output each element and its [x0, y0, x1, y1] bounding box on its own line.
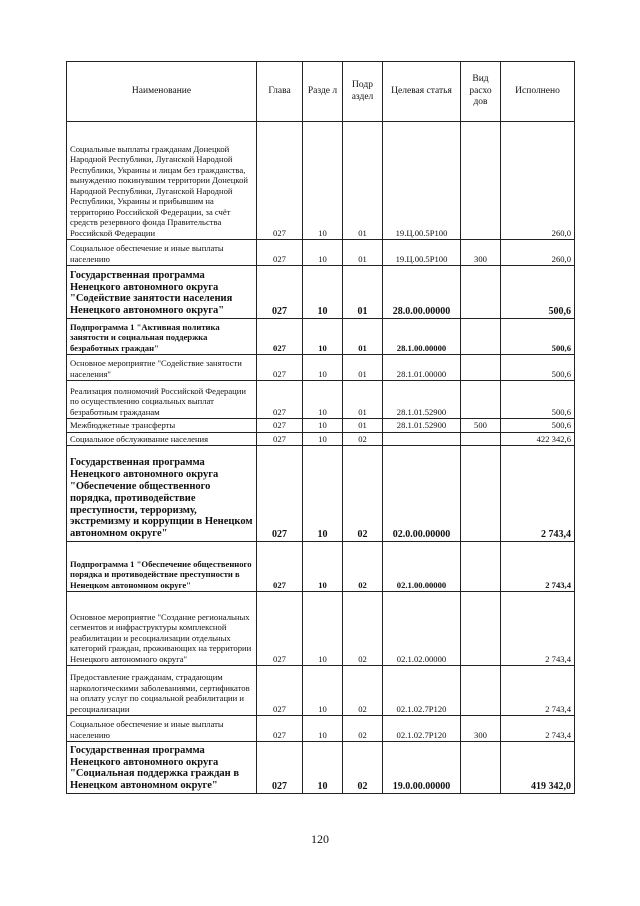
- row-subsection: 01: [343, 355, 383, 381]
- row-amount: 260,0: [501, 122, 575, 240]
- row-subsection: 01: [343, 240, 383, 266]
- table-row: [67, 240, 575, 266]
- row-chapter: 027: [257, 542, 303, 592]
- row-chapter: 027: [257, 592, 303, 666]
- row-target: 02.1.02.7Р120: [383, 716, 461, 742]
- row-section: 10: [303, 419, 343, 433]
- row-type: [461, 666, 501, 716]
- table-row: [67, 742, 575, 794]
- row-target: 28.0.00.00000: [383, 266, 461, 319]
- row-name: Предоставление гражданам, страдающим наркологическими заболеваниями, сертификатов на оплату услуг по социальной реабилитации и ресоциализации: [67, 666, 257, 716]
- table-row: [67, 666, 575, 716]
- row-type: [461, 542, 501, 592]
- header-type: Вид расхо дов: [461, 62, 501, 122]
- row-target: 19.Ц.00.5Р100: [383, 122, 461, 240]
- row-section: 10: [303, 319, 343, 355]
- row-subsection: 01: [343, 319, 383, 355]
- row-target: 19.0.00.00000: [383, 742, 461, 794]
- row-name: Реализация полномочий Российской Федерации по осуществлению социальных выплат безработным гражданам: [67, 381, 257, 419]
- row-type: [461, 432, 501, 446]
- row-target: 02.1.02.7Р120: [383, 666, 461, 716]
- row-type: [461, 381, 501, 419]
- row-target: 02.1.02.00000: [383, 592, 461, 666]
- header-subsection: Подр аздел: [343, 62, 383, 122]
- row-type: [461, 122, 501, 240]
- row-amount: 260,0: [501, 240, 575, 266]
- row-chapter: 027: [257, 240, 303, 266]
- row-target: [383, 432, 461, 446]
- row-name: Социальное обслуживание населения: [67, 432, 257, 446]
- row-subsection: 02: [343, 716, 383, 742]
- row-type: [461, 319, 501, 355]
- row-amount: 500,6: [501, 381, 575, 419]
- row-section: 10: [303, 432, 343, 446]
- row-amount: 422 342,6: [501, 432, 575, 446]
- row-section: 10: [303, 742, 343, 794]
- row-name: Основное мероприятие "Создание региональных сегментов и инфраструктуры комплексной реабилитации и ресоциализации отдельных категорий граждан, проживающих на территории Ненецкого автономного округа": [67, 592, 257, 666]
- row-name: Подпрограмма 1 "Активная политика занятости и социальная поддержка безработных граждан": [67, 319, 257, 355]
- table-row: [67, 419, 575, 433]
- row-chapter: 027: [257, 432, 303, 446]
- row-subsection: 01: [343, 266, 383, 319]
- row-chapter: 027: [257, 666, 303, 716]
- row-target: 02.1.00.00000: [383, 542, 461, 592]
- row-type: 300: [461, 716, 501, 742]
- row-chapter: 027: [257, 446, 303, 542]
- row-target: 28.1.01.52900: [383, 419, 461, 433]
- page-number: 120: [311, 832, 329, 846]
- row-name: Межбюджетные трансферты: [67, 419, 257, 433]
- table-row: [67, 266, 575, 319]
- table-row: [67, 122, 575, 240]
- row-name: Государственная программа Ненецкого автономного округа "Социальная поддержка граждан в Ненецком автономном округе": [67, 742, 257, 794]
- header-target: Целевая статья: [383, 62, 461, 122]
- row-chapter: 027: [257, 319, 303, 355]
- row-amount: 2 743,4: [501, 446, 575, 542]
- row-amount: 500,6: [501, 266, 575, 319]
- row-chapter: 027: [257, 716, 303, 742]
- header-chapter: Глава: [257, 62, 303, 122]
- table-row: [67, 319, 575, 355]
- row-type: [461, 446, 501, 542]
- row-subsection: 02: [343, 446, 383, 542]
- row-type: [461, 266, 501, 319]
- table-row: [67, 542, 575, 592]
- row-section: 10: [303, 240, 343, 266]
- table-row: [67, 716, 575, 742]
- row-name: Государственная программа Ненецкого автономного округа "Обеспечение общественного порядка, противодействие преступности, терроризму, экстремизму и коррупции в Ненецком автономном округе": [67, 446, 257, 542]
- row-section: 10: [303, 381, 343, 419]
- row-section: 10: [303, 446, 343, 542]
- row-amount: 419 342,0: [501, 742, 575, 794]
- table-row: [67, 592, 575, 666]
- row-amount: 500,6: [501, 319, 575, 355]
- table-row: [67, 381, 575, 419]
- row-chapter: 027: [257, 419, 303, 433]
- row-amount: 2 743,4: [501, 666, 575, 716]
- row-subsection: 01: [343, 122, 383, 240]
- header-done: Исполнено: [501, 62, 575, 122]
- header-section: Разде л: [303, 62, 343, 122]
- row-subsection: 02: [343, 742, 383, 794]
- row-type: 300: [461, 240, 501, 266]
- row-target: 19.Ц.00.5Р100: [383, 240, 461, 266]
- row-amount: 500,6: [501, 419, 575, 433]
- row-type: [461, 742, 501, 794]
- row-chapter: 027: [257, 122, 303, 240]
- row-subsection: 02: [343, 542, 383, 592]
- row-chapter: 027: [257, 381, 303, 419]
- row-section: 10: [303, 666, 343, 716]
- row-name: Государственная программа Ненецкого автономного округа "Содействие занятости населения Ненецкого автономного округа": [67, 266, 257, 319]
- row-section: 10: [303, 592, 343, 666]
- row-name: Социальные выплаты гражданам Донецкой Народной Республики, Луганской Народной Республики, Украины и лицам без гражданства, вынужденно покинувшим территории Донецкой Народной Республики, Луганской Народной Республики, Украины и прибывшим на территорию Российской Федерации, за счёт средств резервного фонда Правительства Российской Федерации: [67, 122, 257, 240]
- row-section: 10: [303, 716, 343, 742]
- budget-table: [66, 61, 575, 794]
- row-name: Социальное обеспечение и иные выплаты населению: [67, 240, 257, 266]
- row-section: 10: [303, 542, 343, 592]
- row-type: 500: [461, 419, 501, 433]
- row-subsection: 01: [343, 419, 383, 433]
- row-target: 02.0.00.00000: [383, 446, 461, 542]
- row-section: 10: [303, 122, 343, 240]
- row-section: 10: [303, 266, 343, 319]
- row-name: Социальное обеспечение и иные выплаты населению: [67, 716, 257, 742]
- row-subsection: 02: [343, 592, 383, 666]
- row-section: 10: [303, 355, 343, 381]
- row-subsection: 02: [343, 666, 383, 716]
- row-target: 28.1.01.52900: [383, 381, 461, 419]
- row-name: Подпрограмма 1 "Обеспечение общественного порядка и противодействие преступности в Ненецком автономном округе": [67, 542, 257, 592]
- header-name: Наименование: [67, 62, 257, 122]
- row-amount: 2 743,4: [501, 542, 575, 592]
- row-subsection: 02: [343, 432, 383, 446]
- row-subsection: 01: [343, 381, 383, 419]
- row-name: Основное мероприятие "Содействие занятости населения": [67, 355, 257, 381]
- row-chapter: 027: [257, 742, 303, 794]
- row-type: [461, 355, 501, 381]
- row-amount: 2 743,4: [501, 592, 575, 666]
- row-target: 28.1.01.00000: [383, 355, 461, 381]
- row-chapter: 027: [257, 266, 303, 319]
- row-amount: 2 743,4: [501, 716, 575, 742]
- table-row: [67, 432, 575, 446]
- table-row: [67, 446, 575, 542]
- row-type: [461, 592, 501, 666]
- header-row: [67, 62, 575, 122]
- table-row: [67, 355, 575, 381]
- row-target: 28.1.00.00000: [383, 319, 461, 355]
- row-chapter: 027: [257, 355, 303, 381]
- row-amount: 500,6: [501, 355, 575, 381]
